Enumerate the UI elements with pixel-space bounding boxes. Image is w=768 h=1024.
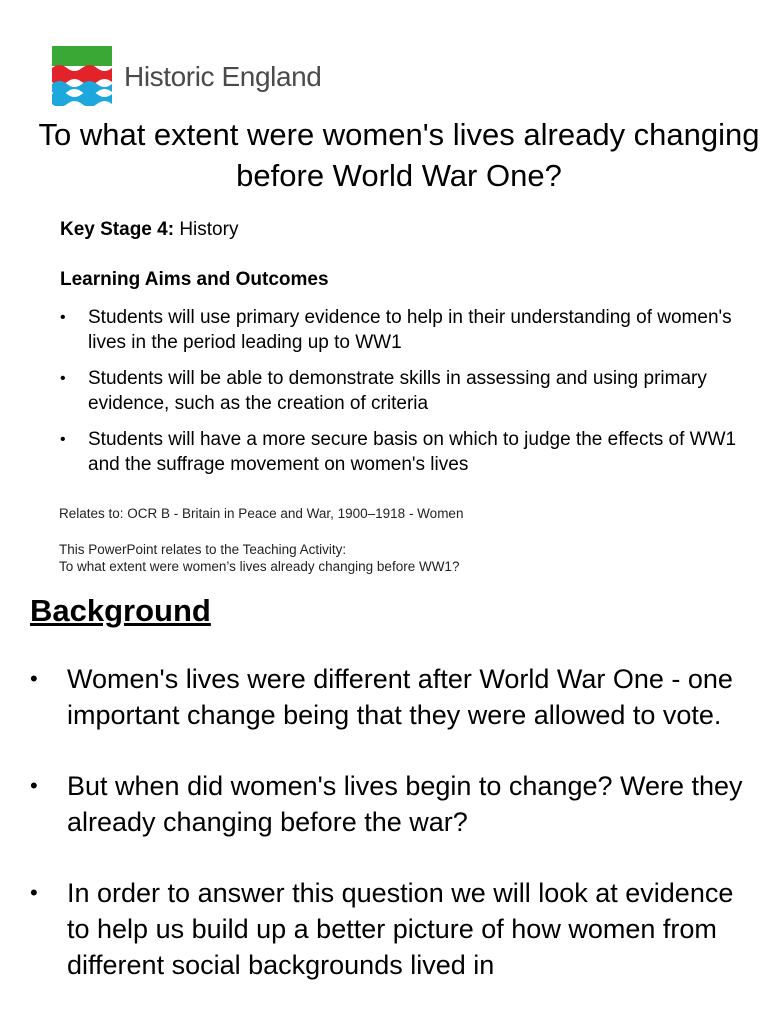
bullet-icon: • <box>30 773 38 798</box>
bullet-icon: • <box>60 431 66 448</box>
key-stage-label: Key Stage 4: <box>60 219 175 240</box>
background-point <box>30 661 760 733</box>
ppt-note-line-1: This PowerPoint relates to the Teaching Activity: <box>59 542 347 557</box>
bullet-icon: • <box>60 370 66 387</box>
key-stage <box>60 219 238 241</box>
bullet-icon: • <box>60 309 66 326</box>
relates-to: Relates to: OCR B - Britain in Peace and War, 1900–1918 - Women <box>59 506 464 521</box>
historic-england-logo <box>24 28 324 112</box>
aims-heading: Learning Aims and Outcomes <box>60 269 329 290</box>
logo-brand-text: Historic England <box>124 61 322 92</box>
aim-text: Students will use primary evidence to help in their understanding of women's lives in the period leading up to WW1 <box>88 307 732 353</box>
bullet-icon: • <box>30 666 38 691</box>
slide-2 <box>0 585 768 1024</box>
historic-england-logo-mark <box>52 46 112 106</box>
background-point-text: Women's lives were different after World War One - one important change being that they were allowed to vote. <box>67 664 733 730</box>
ppt-note-line-2: To what extent were women’s lives already changing before WW1? <box>59 559 460 574</box>
bullet-icon: • <box>30 880 38 905</box>
background-heading: Background <box>30 593 211 628</box>
logo-green-band <box>52 46 112 66</box>
background-point-text: In order to answer this question we will look at evidence to help us build up a better picture of how women from different social backgrounds lived in <box>67 878 734 980</box>
logo-blue-wave-2 <box>52 91 112 106</box>
page-title: To what extent were women's lives already changing before World War One? <box>38 117 760 193</box>
aims-list <box>60 305 750 488</box>
background-point <box>30 875 760 983</box>
background-point <box>30 768 760 840</box>
aim-item <box>60 366 750 416</box>
aim-text: Students will be able to demonstrate skills in assessing and using primary evidence, such as the creation of criteria <box>88 368 707 414</box>
aim-item <box>60 305 750 355</box>
key-stage-value: History <box>174 219 239 240</box>
background-point-text: But when did women's lives begin to change? Were they already changing before the war? <box>67 771 743 837</box>
background-points <box>30 661 760 1018</box>
aim-text: Students will have a more secure basis on which to judge the effects of WW1 and the suffrage movement on women's lives <box>88 429 737 475</box>
aim-item <box>60 427 750 477</box>
ppt-note <box>59 541 459 575</box>
